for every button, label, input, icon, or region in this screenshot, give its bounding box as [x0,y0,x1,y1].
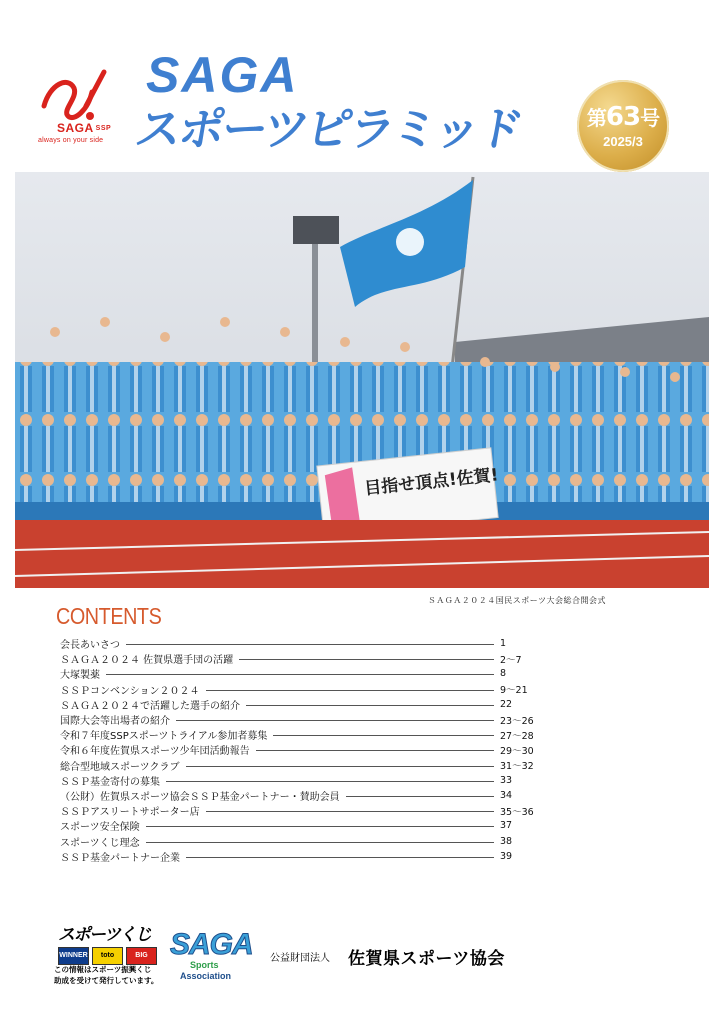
toc-item-page: 35～36 [500,806,534,818]
toc-item-title: ＳＳＰアスリートサポーター店 [60,807,200,819]
toc-leader-line [246,705,494,706]
toc-item-title: 大塚製薬 [60,670,100,682]
toc-item[interactable] [60,742,540,757]
toc-item-page: 23～26 [500,715,534,727]
toc-item-page: 2～7 [500,654,522,666]
toc-item[interactable] [60,849,540,864]
toc-item[interactable] [60,833,540,848]
lottery-badges [58,947,158,965]
toc-item-page: 33 [500,774,513,786]
toc-item[interactable] [60,773,540,788]
toto-badge: toto [92,947,123,965]
toc-item-title: 国際大会等出場者の紹介 [60,716,170,728]
saga-ssp-logo-mark [38,66,120,124]
banner-text: 目指せ頂点!佐賀! [363,465,500,500]
toc-item-title: ＳＡＧＡ２０２４で活躍した選手の紹介 [60,700,240,712]
toc-item[interactable] [60,636,540,651]
issue-badge [577,80,669,172]
ssa-logo-line-1: Sports [190,960,219,970]
ssa-logo-line-2: Association [180,971,232,981]
toc-leader-line [126,644,494,645]
toc-item-page: 29～30 [500,745,534,757]
toc-item-title: ＳＡＧＡ２０２４ 佐賀県選手団の活躍 [60,655,234,667]
toc-item-page: 31～32 [500,761,534,773]
toc-item[interactable] [60,758,540,773]
toc-leader-line [206,690,494,691]
toc-item-title: スポーツ安全保険 [60,822,140,834]
ssa-logo-word: SAGA [170,928,253,961]
contents-heading: CONTENTS [56,603,162,629]
toc-item[interactable] [60,818,540,833]
magazine-title-jp: スポーツピラミッド [131,102,526,156]
toc-item-page: 39 [500,850,513,862]
toc-leader-line [206,811,494,812]
brand-logo-tagline: always on your side [38,137,104,144]
toc-item[interactable] [60,803,540,818]
toc-item-page: 1 [500,638,507,650]
lottery-funding-note [54,964,158,986]
toc-item[interactable] [60,712,540,727]
toc-leader-line [166,781,494,782]
toc-item-title: （公財）佐賀県スポーツ協会ＳＳＰ基金パートナー・賛助会員 [60,791,340,803]
toc-leader-line [239,659,494,660]
toc-leader-line [346,796,494,797]
sports-lottery-word: スポーツくじ [58,925,151,945]
toc-item-page: 34 [500,789,513,801]
toc-item[interactable] [60,788,540,803]
brand-logo-name: SAGA SSP [57,121,112,135]
funding-note-line-1: この情報はスポーツ振興くじ [54,965,152,974]
toc-item-title: ＳＳＰコンベンション２０２４ [60,685,200,697]
toc-leader-line [146,826,494,827]
toc-item[interactable] [60,651,540,666]
organization-type: 公益財団法人 [270,953,330,964]
toc-leader-line [176,720,494,721]
toc-item-title: ＳＳＰ基金パートナー企業 [60,852,180,864]
cover-photo [15,172,709,588]
toc-leader-line [146,842,494,843]
sports-lottery-logo [58,920,158,965]
toc-item-page: 8 [500,668,507,680]
toc-item-title: 令和７年度SSPスポーツトライアル参加者募集 [60,731,268,743]
toc-item-title: 令和６年度佐賀県スポーツ少年団活動報告 [60,746,250,758]
winner-badge: WINNER [58,947,89,965]
magazine-title-latin: SAGA [146,47,299,103]
table-of-contents [60,636,540,864]
toc-leader-line [256,750,494,751]
funding-note-line-2: 助成を受けて発行しています。 [54,976,159,985]
issue-number: 第63号 [586,102,660,132]
toc-item-title: スポーツくじ理念 [60,837,140,849]
toc-leader-line [186,766,495,767]
toc-item-page: 38 [500,835,513,847]
organization-name: 佐賀県スポーツ協会 [348,949,505,969]
toc-leader-line [106,674,494,675]
toc-item-title: ＳＳＰ基金寄付の募集 [60,776,160,788]
toc-item[interactable] [60,697,540,712]
toc-leader-line [273,735,494,736]
toc-item-title: 会長あいさつ [60,640,120,652]
photo-caption: ＳＡＧＡ２０２４国民スポーツ大会総合開会式 [427,596,606,605]
toc-item-page: 37 [500,820,513,832]
toc-item-page: 22 [500,698,513,710]
toc-item[interactable] [60,682,540,697]
big-badge: BIG [126,947,157,965]
toc-item[interactable] [60,727,540,742]
issue-date: 2025/3 [603,134,643,149]
toc-item-page: 9～21 [500,685,528,697]
toc-item-page: 27～28 [500,730,534,742]
saga-sports-association-logo [170,928,258,984]
toc-item[interactable] [60,666,540,681]
toc-item-title: 総合型地域スポーツクラブ [60,761,180,773]
toc-leader-line [186,857,494,858]
